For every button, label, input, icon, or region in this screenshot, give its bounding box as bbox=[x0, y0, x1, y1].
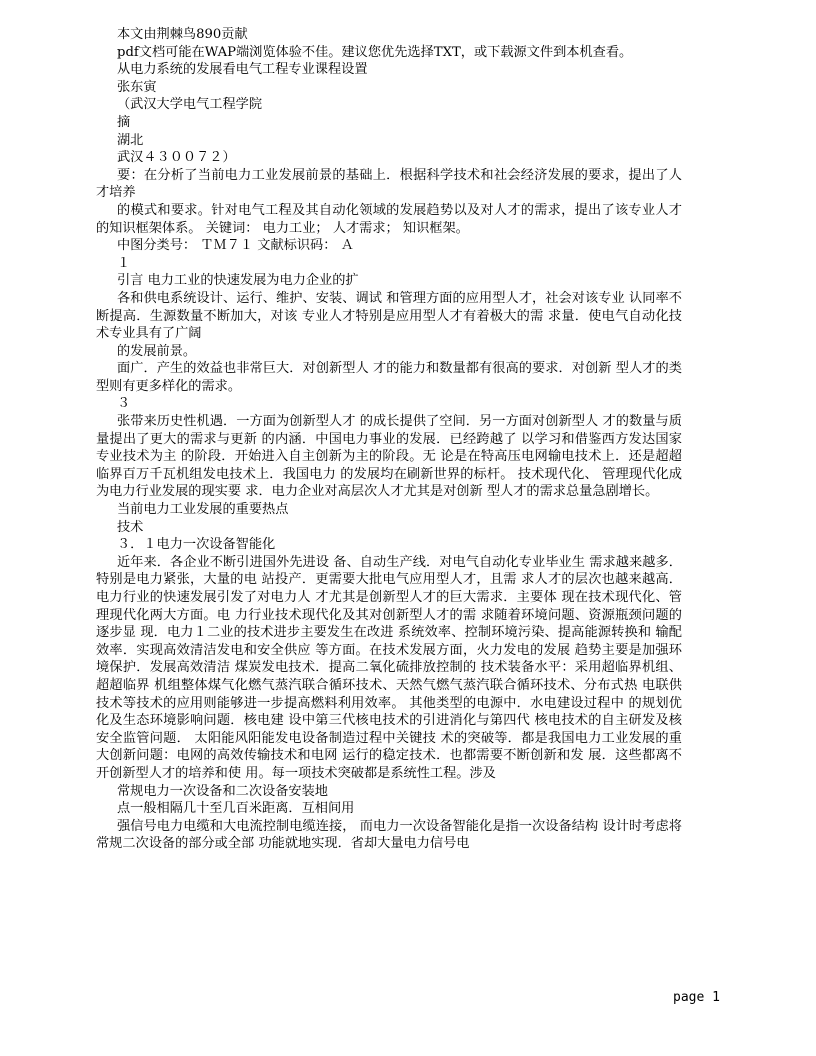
paragraph: 面广．产生的效益也非常巨大．对创新型人 才的能力和数量都有很高的要求．对创新 型人才的类型则有更多样化的需求。 bbox=[96, 361, 682, 394]
paragraph: 各和供电系统设计、运行、维护、安装、调试 和管理方面的应用型人才，社会对该专业 认同率不断提高．生源数量不断加大，对该 专业人才特别是应用型人才有着极大的需 求量．使电气自动化技术专业具有了广阔 bbox=[96, 290, 682, 342]
paragraph: 技术 bbox=[117, 519, 144, 535]
paragraph: 当前电力工业发展的重要热点 bbox=[117, 502, 289, 518]
paragraph: １ bbox=[117, 255, 131, 271]
paragraph: 常规电力一次设备和二次设备安装地 bbox=[117, 783, 328, 799]
paragraph: 的模式和要求。针对电气工程及其自动化领域的发展趋势以及对人才的需求，提出了该专业人才的知识框架体系。 关键词： 电力工业； 人才需求； 知识框架。 bbox=[96, 202, 682, 236]
paragraph: 近年来．各企业不断引进国外先进设 备、自动生产线．对电气自动化专业毕业生 需求越来越多．特别是电力紧张，大量的电 站投产．更需要大批电气应用型人才，且需 求人才的层次也越来越高． 电力行业的快速发展引发了对电力人 才尤其是创新型人才的巨大需求．主要体 现在技术现代化、管理现代化两大方面。电 力行业技术现代化及其对创新型人才的需 求随着环境问题、资源瓶颈问题的逐步显 现．电力１二业的技术进步主要发生在改进 系统效率、控制环境污染、提高能源转换和 输配效率．实现高效清洁发电和安全供应 等方面。在技术发展方面，火力发电的发展 趋势主要是加强环境保护．发展高效清洁 煤炭发电技术．提高二氧化硫排放控制的 技术装备水平：采用超临界机组、超超临界 机组整体煤气化燃气蒸汽联合循环技术、天然气燃气蒸汽联合循环技术、分布式热 电联供技术等技术的应用则能够进一步提高燃料利用效率。 其他类型的电源中．水电建设过程中 的规划优化及生态环境影响问题．核电建 设中第三代核电技术的引进消化与第四代 核电技术的自主研发及核安全监管问题． 太阳能风阳能发电设备制造过程中关键技 术的突破等．都是我国电力工业发展的重 大创新问题：电网的高效传输技术和电网 运行的稳定技术．也都需要不断创新和发 展．这些都离不开创新型人才的培养和使 用。每一项技术突破都是系统性工程。涉及 bbox=[96, 554, 682, 781]
paragraph: 中图分类号： ＴＭ７１ 文献标识码： Ａ bbox=[117, 238, 354, 254]
paragraph: 张东寅 bbox=[117, 79, 157, 95]
paragraph: 强信号电力电缆和大电流控制电缆连接， 而电力一次设备智能化是指一次设备结构 设计时考虑将常规二次设备的部分或全部 功能就地实现．省却大量电力信号电 bbox=[96, 818, 682, 852]
paragraph: 本文由荆棘鸟890贡献 bbox=[117, 27, 248, 42]
paragraph: 摘 bbox=[117, 114, 131, 130]
paragraph: 的发展前景。 bbox=[117, 343, 197, 359]
paragraph: ３．１电力一次设备智能化 bbox=[117, 537, 276, 553]
paragraph: 点一般相隔几十至几百米距离．互相间用 bbox=[117, 801, 355, 817]
page-number: page 1 bbox=[673, 990, 720, 1005]
paragraph: （武汉大学电气工程学院 bbox=[117, 97, 263, 113]
document-body bbox=[96, 26, 682, 853]
paragraph: 要：在分析了当前电力工业发展前景的基础上．根据科学技术和社会经济发展的要求，提出了人才培养 bbox=[96, 167, 682, 201]
paragraph: 张带来历史性机遇．一方面为创新型人才 的成长提供了空间．另一方面对创新型人 才的数量与质量提出了更大的需求与更新 的内涵．中国电力事业的发展．已经跨越了 以学习和借鉴西方发达国家专业技术为主 的阶段．开始进入自主创新为主的阶段。无 论是在特高压电网输电技术上．还是超超 临界百万千瓦机组发电技术上．我国电力 的发展均在刷新世界的标杆。 技术现代化、 管理现代化成为电力行业发展的现实要 求．电力企业对高层次人才尤其是对创新 型人才的需求总量急剧增长。 bbox=[96, 414, 682, 500]
paragraph: 湖北 bbox=[117, 132, 144, 148]
paragraph: 从电力系统的发展看电气工程专业课程设置 bbox=[117, 62, 368, 78]
paragraph: pdf文档可能在WAP端浏览体验不佳。建议您优先选择TXT，或下载源文件到本机查看。 bbox=[117, 44, 633, 60]
paragraph: 武汉４３００７２） bbox=[117, 150, 236, 166]
paragraph: ３ bbox=[117, 396, 131, 412]
paragraph: 引言 电力工业的快速发展为电力企业的扩 bbox=[117, 273, 359, 289]
